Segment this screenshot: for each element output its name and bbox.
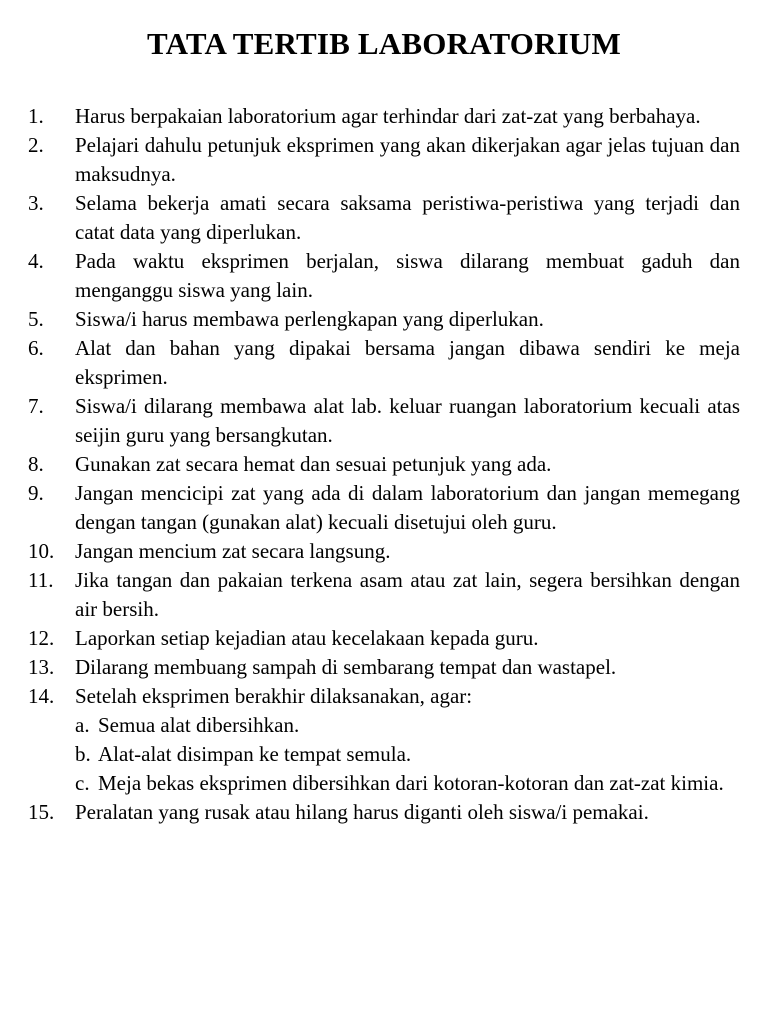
rule-subitem [28,740,740,769]
rule-item [28,247,740,305]
rule-number: 6. [28,336,44,360]
rule-number: 2. [28,133,44,157]
rule-text: Siswa/i dilarang membawa alat lab. keluar ruangan laboratorium kecuali atas seijin guru yang bersangkutan. [75,394,740,447]
rule-text: Setelah eksprimen berakhir dilaksanakan, agar: [75,684,473,708]
rule-text: Alat dan bahan yang dipakai bersama jangan dibawa sendiri ke meja eksprimen. [75,336,740,389]
rule-text: Pada waktu eksprimen berjalan, siswa dilarang membuat gaduh dan menganggu siswa yang lain. [75,249,740,302]
rule-number: 12. [28,626,55,650]
rule-item [28,102,740,131]
subitem-text: Semua alat dibersihkan. [98,713,300,737]
rule-item [28,131,740,189]
rule-number: 4. [28,249,44,273]
rule-number: 1. [28,104,44,128]
rule-text: Pelajari dahulu petunjuk eksprimen yang akan dikerjakan agar jelas tujuan dan maksudnya. [75,133,740,186]
document-title: TATA TERTIB LABORATORIUM [147,26,621,61]
rule-number: 10. [28,539,55,563]
rule-item [28,450,740,479]
subitem-letter: a. [75,713,90,737]
rule-item [28,624,740,653]
rule-item [28,798,740,827]
rule-subitem [28,711,740,740]
rule-item [28,682,740,711]
rule-text: Laporkan setiap kejadian atau kecelakaan kepada guru. [75,626,539,650]
rule-text: Gunakan zat secara hemat dan sesuai petunjuk yang ada. [75,452,552,476]
subitem-letter: b. [75,742,91,766]
rule-number: 11. [28,568,54,592]
subitem-text: Meja bekas eksprimen dibersihkan dari kotoran-kotoran dan zat-zat kimia. [98,771,724,795]
rule-subitem [28,769,740,798]
rule-text: Harus berpakaian laboratorium agar terhindar dari zat-zat yang berbahaya. [75,104,701,128]
rule-number: 13. [28,655,55,679]
rule-text: Jangan mencicipi zat yang ada di dalam laboratorium dan jangan memegang dengan tangan (gunakan alat) kecuali disetujui oleh guru. [75,481,740,534]
rule-text: Jangan mencium zat secara langsung. [75,539,391,563]
rule-number: 14. [28,684,55,708]
rule-number: 3. [28,191,44,215]
rules-list [28,102,740,827]
rule-text: Siswa/i harus membawa perlengkapan yang diperlukan. [75,307,544,331]
rule-text: Jika tangan dan pakaian terkena asam atau zat lain, segera bersihkan dengan air bersih. [75,568,740,621]
rule-item [28,537,740,566]
rule-number: 7. [28,394,44,418]
rule-number: 5. [28,307,44,331]
rule-item [28,305,740,334]
rule-number: 8. [28,452,44,476]
rule-item [28,392,740,450]
rule-text: Selama bekerja amati secara saksama peristiwa-peristiwa yang terjadi dan catat data yang diperlukan. [75,191,740,244]
rule-item [28,653,740,682]
rule-item [28,566,740,624]
rule-item [28,189,740,247]
subitem-letter: c. [75,771,90,795]
rule-text: Peralatan yang rusak atau hilang harus diganti oleh siswa/i pemakai. [75,800,649,824]
rule-number: 15. [28,800,55,824]
rule-item [28,479,740,537]
rule-item [28,334,740,392]
rule-text: Dilarang membuang sampah di sembarang tempat dan wastapel. [75,655,617,679]
rule-number: 9. [28,481,44,505]
subitem-text: Alat-alat disimpan ke tempat semula. [98,742,412,766]
